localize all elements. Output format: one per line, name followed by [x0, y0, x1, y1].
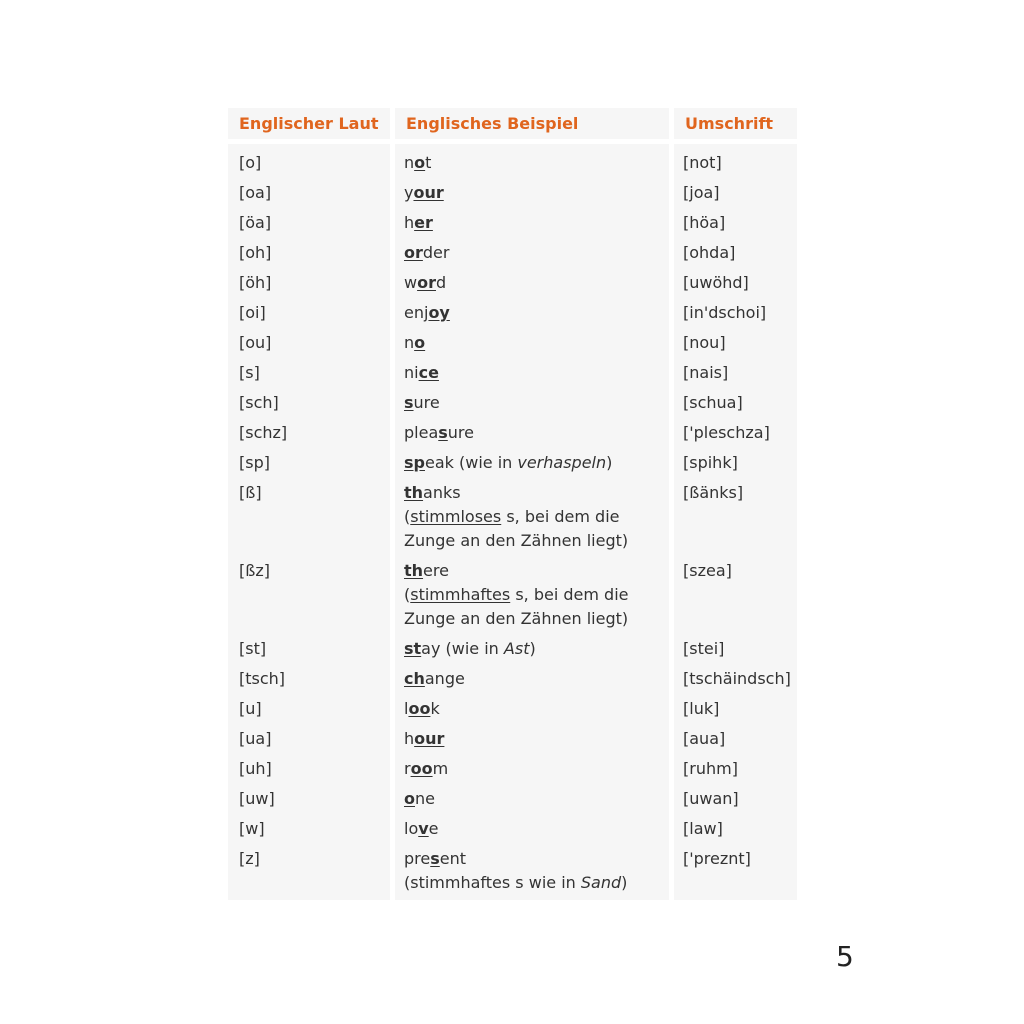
- beispiel-cell: your: [404, 183, 444, 202]
- laut-cell: [öh]: [239, 273, 272, 292]
- laut-cell: [z]: [239, 849, 260, 868]
- beispiel-cell: thanks: [404, 483, 461, 502]
- umschrift-cell: [luk]: [683, 699, 720, 718]
- umschrift-cell: [höa]: [683, 213, 726, 232]
- beispiel-cell: look: [404, 699, 440, 718]
- umschrift-cell: ['preznt]: [683, 849, 751, 868]
- beispiel-cell-continued: Zunge an den Zähnen liegt): [404, 609, 629, 628]
- laut-cell: [ua]: [239, 729, 272, 748]
- laut-cell: [sp]: [239, 453, 270, 472]
- header-englisches-beispiel: Englisches Beispiel: [395, 108, 669, 139]
- beispiel-cell: stay (wie in Ast): [404, 639, 536, 658]
- umschrift-cell: [law]: [683, 819, 723, 838]
- beispiel-cell-continued: (stimmloses s, bei dem die: [404, 507, 620, 526]
- laut-cell: [oh]: [239, 243, 272, 262]
- umschrift-cell: ['pleschza]: [683, 423, 770, 442]
- beispiel-cell: not: [404, 153, 432, 172]
- beispiel-cell-continued: (stimmhaftes s, bei dem die: [404, 585, 629, 604]
- beispiel-cell: there: [404, 561, 449, 580]
- beispiel-cell: word: [404, 273, 447, 292]
- umschrift-cell: [stei]: [683, 639, 725, 658]
- laut-cell: [uh]: [239, 759, 272, 778]
- beispiel-cell: love: [404, 819, 439, 838]
- laut-cell: [st]: [239, 639, 267, 658]
- umschrift-cell: [spihk]: [683, 453, 738, 472]
- laut-cell: [öa]: [239, 213, 272, 232]
- beispiel-cell: change: [404, 669, 465, 688]
- umschrift-cell: [schua]: [683, 393, 743, 412]
- header-umschrift: Umschrift: [674, 108, 797, 139]
- umschrift-cell: [ßänks]: [683, 483, 744, 502]
- laut-cell: [ß]: [239, 483, 262, 502]
- umschrift-cell: [ruhm]: [683, 759, 738, 778]
- laut-cell: [w]: [239, 819, 265, 838]
- umschrift-cell: [ohda]: [683, 243, 736, 262]
- beispiel-cell: no: [404, 333, 426, 352]
- umschrift-cell: [szea]: [683, 561, 732, 580]
- laut-cell: [schz]: [239, 423, 288, 442]
- laut-cell: [s]: [239, 363, 260, 382]
- laut-cell: [sch]: [239, 393, 279, 412]
- beispiel-cell: room: [404, 759, 449, 778]
- laut-cell: [oa]: [239, 183, 272, 202]
- laut-cell: [o]: [239, 153, 262, 172]
- beispiel-cell: sure: [404, 393, 440, 412]
- umschrift-cell: [in'dschoi]: [683, 303, 767, 322]
- beispiel-cell: her: [404, 213, 433, 232]
- beispiel-cell: order: [404, 243, 450, 262]
- beispiel-cell-continued: (stimmhaftes s wie in Sand): [404, 873, 628, 892]
- umschrift-cell: [aua]: [683, 729, 726, 748]
- laut-cell: [u]: [239, 699, 262, 718]
- umschrift-cell: [uwan]: [683, 789, 739, 808]
- beispiel-cell: speak (wie in verhaspeln): [404, 453, 613, 472]
- laut-cell: [uw]: [239, 789, 275, 808]
- umschrift-cell: [tschäindsch]: [683, 669, 791, 688]
- beispiel-cell: pleasure: [404, 423, 474, 442]
- beispiel-cell: enjoy: [404, 303, 450, 322]
- beispiel-cell: nice: [404, 363, 439, 382]
- laut-cell: [oi]: [239, 303, 266, 322]
- beispiel-cell-continued: Zunge an den Zähnen liegt): [404, 531, 629, 550]
- beispiel-cell: hour: [404, 729, 445, 748]
- umschrift-cell: [uwöhd]: [683, 273, 749, 292]
- beispiel-cell: one: [404, 789, 435, 808]
- umschrift-cell: [nou]: [683, 333, 726, 352]
- laut-cell: [ou]: [239, 333, 272, 352]
- laut-cell: [tsch]: [239, 669, 286, 688]
- umschrift-cell: [joa]: [683, 183, 720, 202]
- beispiel-cell: present: [404, 849, 467, 868]
- umschrift-cell: [not]: [683, 153, 722, 172]
- laut-cell: [ßz]: [239, 561, 270, 580]
- page-number: 5: [836, 940, 854, 973]
- umschrift-cell: [nais]: [683, 363, 729, 382]
- header-englischer-laut: Englischer Laut: [228, 108, 390, 139]
